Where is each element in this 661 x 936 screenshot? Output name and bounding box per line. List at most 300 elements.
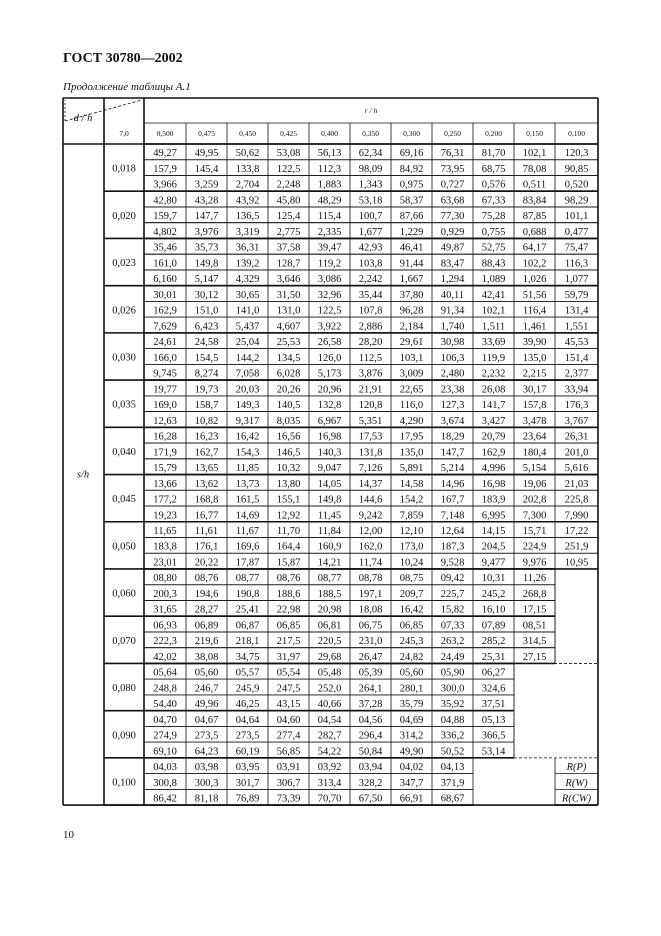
table-cell: 151,0: [194, 305, 219, 317]
table-cell: 16,98: [481, 478, 506, 490]
table-cell: 30,12: [194, 289, 219, 301]
table-cell: 2,232: [481, 368, 506, 380]
table-cell: 06,93: [153, 620, 177, 632]
table-cell: 64,23: [194, 746, 219, 758]
table-cell: 19,23: [153, 510, 177, 522]
table-cell: 15,87: [276, 557, 301, 569]
table-cell: 45,53: [564, 337, 589, 349]
table-cell: 66,91: [399, 793, 424, 805]
table-cell: 188,5: [317, 588, 342, 600]
table-cell: 24,82: [399, 651, 424, 663]
table-cell: 04,70: [153, 714, 177, 726]
table-cell: 135,0: [399, 447, 424, 459]
table-cell: 98,29: [564, 195, 589, 207]
table-cell: 08,78: [358, 573, 383, 585]
table-cell: 144,6: [358, 494, 383, 506]
table-cell: 14,21: [317, 557, 342, 569]
table-cell: 04,64: [235, 714, 260, 726]
corner-label: d / h: [73, 113, 93, 124]
table-cell: 08,80: [153, 573, 177, 585]
table-cell: 248,8: [153, 683, 177, 695]
table-cell: 282,7: [317, 730, 342, 742]
table-cell: 56,85: [276, 746, 301, 758]
table-cell: 67,33: [481, 195, 506, 207]
table-cell: 14,15: [481, 526, 506, 537]
group-label: 0,026: [112, 305, 136, 317]
table-cell: 3,674: [440, 415, 465, 427]
table-cell: 53,18: [358, 195, 383, 207]
table-cell: 98,09: [358, 163, 383, 175]
document-title: ГОСТ 30780—2002: [63, 51, 183, 66]
table-cell: 25,41: [235, 604, 260, 616]
table-cell: 2,215: [522, 368, 547, 380]
table-cell: 149,3: [235, 400, 260, 412]
table-cell: 04,67: [194, 714, 219, 726]
table-cell: 9,047: [317, 463, 342, 475]
table-cell: 29,68: [317, 651, 342, 663]
table-cell: 149,8: [317, 494, 342, 506]
legend-label: R(CW): [561, 793, 592, 805]
table-cell: 04,13: [440, 762, 465, 774]
table-cell: 136,5: [235, 211, 260, 223]
table-cell: 0,975: [399, 179, 424, 191]
table-cell: 147,7: [194, 211, 219, 223]
table-cell: 0,477: [564, 226, 589, 238]
table-cell: 35,73: [194, 242, 219, 254]
table-cell: 42,80: [153, 195, 177, 207]
table-cell: 31,97: [276, 651, 301, 663]
table-caption: Продолжение таблицы А.1: [63, 81, 191, 93]
table-cell: 187,3: [440, 541, 465, 553]
table-cell: 16,42: [235, 431, 260, 443]
table-cell: 119,9: [481, 352, 506, 364]
table-cell: 3,767: [564, 415, 589, 427]
table-cell: 219,6: [194, 636, 219, 648]
table-cell: 194,6: [194, 588, 219, 600]
table-cell: 151,4: [564, 352, 589, 364]
table-cell: 131,4: [564, 305, 589, 317]
table-cell: 22,65: [399, 384, 424, 396]
table-cell: 31,65: [153, 604, 177, 616]
table-cell: 7,859: [399, 510, 424, 522]
table-cell: 273,5: [194, 730, 219, 742]
table-cell: 43,28: [194, 195, 219, 207]
table-cell: 04,54: [317, 714, 342, 726]
table-cell: 106,3: [440, 352, 465, 364]
group-label: 0,018: [112, 163, 136, 175]
table-cell: 225,8: [564, 494, 589, 506]
table-cell: 16,10: [481, 604, 506, 616]
table-cell: 17,53: [358, 431, 383, 443]
table-cell: 190,8: [235, 588, 260, 600]
table-cell: 161,0: [153, 258, 177, 270]
table-cell: 9,477: [481, 557, 506, 569]
table-cell: 9,745: [153, 368, 177, 380]
table-cell: 103,8: [358, 258, 383, 270]
table-cell: 176,3: [564, 400, 589, 412]
table-cell: 32,96: [317, 289, 342, 301]
table-cell: 102,1: [522, 148, 547, 160]
table-cell: 112,3: [317, 163, 342, 175]
table-cell: 224,9: [522, 541, 547, 553]
table-cell: 11,61: [194, 526, 219, 537]
table-cell: 81,70: [481, 148, 506, 160]
table-cell: 103,1: [399, 352, 424, 364]
table-cell: 86,42: [153, 793, 177, 805]
table-cell: 324,6: [481, 683, 506, 695]
table-cell: 91,34: [440, 305, 465, 317]
column-header: 0,200: [485, 129, 502, 138]
group-label: 0,045: [112, 494, 136, 506]
table-cell: 07,89: [481, 620, 506, 632]
table-cell: 1,461: [522, 321, 547, 333]
table-cell: 0,755: [481, 226, 506, 238]
table-cell: 20,79: [481, 431, 506, 443]
legend-label: R(P): [566, 762, 587, 774]
table-cell: 1,883: [317, 179, 342, 191]
table-cell: 37,51: [481, 699, 506, 711]
table-cell: 133,8: [235, 163, 260, 175]
table-cell: 0,929: [440, 226, 465, 238]
table-cell: 112,5: [358, 352, 383, 364]
table-cell: 81,18: [194, 793, 219, 805]
table-cell: 24,58: [194, 337, 219, 349]
group-label: 0,040: [112, 446, 136, 458]
table-cell: 3,427: [481, 415, 506, 427]
table-cell: 1,667: [399, 274, 424, 286]
table-cell: 30,01: [153, 289, 177, 301]
table-cell: 155,1: [276, 494, 301, 506]
table-cell: 4,290: [399, 415, 424, 427]
table-cell: 29,61: [399, 337, 424, 349]
table-cell: 0,727: [440, 179, 465, 191]
table-cell: 16,56: [276, 431, 301, 443]
table-cell: 13,66: [153, 478, 177, 490]
table-cell: 53,14: [481, 746, 506, 758]
table-cell: 301,7: [235, 777, 260, 789]
table-cell: 0,520: [564, 179, 589, 191]
table-cell: 52,75: [481, 242, 506, 254]
table-cell: 2,377: [564, 368, 589, 380]
table-cell: 147,7: [440, 447, 465, 459]
table-cell: 274,9: [153, 730, 177, 742]
table-cell: 07,33: [440, 620, 465, 632]
table-cell: 14,69: [235, 510, 260, 522]
table-cell: 101,1: [564, 211, 589, 223]
table-cell: 6,028: [276, 368, 301, 380]
table-cell: 173,0: [399, 541, 424, 553]
table-cell: 13,80: [276, 478, 301, 490]
group-label: 0,030: [112, 352, 136, 364]
table-cell: 141,0: [235, 305, 260, 317]
table-cell: 11,74: [358, 557, 383, 569]
table-cell: 2,242: [358, 274, 383, 286]
table-cell: 371,9: [440, 777, 465, 789]
table-cell: 26,58: [317, 337, 342, 349]
table-cell: 18,08: [358, 604, 383, 616]
table-cell: 05,54: [276, 667, 301, 679]
table-cell: 25,04: [235, 337, 260, 349]
table-cell: 77,30: [440, 211, 465, 223]
table-cell: 197,1: [358, 588, 383, 600]
table-cell: 84,92: [399, 163, 424, 175]
table-cell: 54,40: [153, 699, 177, 711]
table-cell: 33,94: [564, 384, 589, 396]
table-cell: 58,37: [399, 195, 424, 207]
table-cell: 78,08: [522, 163, 547, 175]
table-cell: 08,77: [235, 573, 260, 585]
table-cell: 158,7: [194, 400, 219, 412]
table-cell: 28,27: [194, 604, 219, 616]
table-cell: 18,29: [440, 431, 465, 443]
table-cell: 04,69: [399, 714, 424, 726]
table-cell: 1,229: [399, 226, 424, 238]
table-cell: 273,5: [235, 730, 260, 742]
table-cell: 116,0: [399, 400, 424, 412]
table-cell: 1,343: [358, 179, 383, 191]
table-cell: 2,775: [276, 226, 301, 238]
table-cell: 05,60: [399, 667, 424, 679]
table-cell: 04,56: [358, 714, 383, 726]
group-label: 0,070: [112, 635, 136, 647]
table-cell: 160,9: [317, 541, 342, 553]
table-cell: 87,66: [399, 211, 424, 223]
table-cell: 56,13: [317, 148, 342, 160]
table-cell: 1,511: [481, 321, 506, 333]
table-cell: 9,528: [440, 557, 465, 569]
table-cell: 7,990: [564, 510, 589, 522]
table-cell: 91,44: [399, 258, 424, 270]
table-cell: 140,3: [317, 447, 342, 459]
table-cell: 3,646: [276, 274, 301, 286]
table-cell: 17,95: [399, 431, 424, 443]
group-header: r / h: [364, 106, 378, 115]
table-cell: 201,0: [564, 447, 589, 459]
column-header: 0,500: [156, 129, 174, 138]
table-cell: 314,5: [522, 636, 547, 648]
table-cell: 21,91: [358, 384, 383, 396]
table-cell: 39,90: [522, 337, 547, 349]
table-cell: 4,802: [153, 226, 177, 238]
table-cell: 157,9: [153, 163, 177, 175]
table-cell: 22,98: [276, 604, 301, 616]
table-cell: 8,035: [276, 415, 301, 427]
table-cell: 6,995: [481, 510, 506, 522]
table-cell: 23,38: [440, 384, 465, 396]
table-cell: 04,03: [153, 762, 177, 774]
table-cell: 3,319: [235, 226, 260, 238]
table-cell: 83,47: [440, 258, 465, 270]
table-cell: 12,00: [358, 526, 383, 537]
table-cell: 50,52: [440, 746, 465, 758]
table-cell: 0,576: [481, 179, 506, 191]
table-cell: 2,248: [276, 179, 301, 191]
table-cell: 15,79: [153, 463, 177, 475]
table-cell: 139,2: [235, 258, 260, 270]
table-cell: 33,69: [481, 337, 506, 349]
table-cell: 24,61: [153, 337, 177, 349]
table-cell: 60,19: [235, 746, 260, 758]
table-cell: 49,27: [153, 148, 177, 160]
table-cell: 135,0: [522, 352, 547, 364]
table-cell: 306,7: [276, 777, 301, 789]
table-cell: 49,95: [194, 148, 219, 160]
table-cell: 06,87: [235, 620, 260, 632]
table-cell: 76,89: [235, 793, 260, 805]
table-cell: 2,704: [235, 179, 260, 191]
table-cell: 26,08: [481, 384, 506, 396]
table-cell: 19,77: [153, 384, 177, 396]
table-cell: 49,87: [440, 242, 465, 254]
table-cell: 2,335: [317, 226, 342, 238]
table-cell: 14,58: [399, 478, 424, 490]
table-cell: 46,25: [235, 699, 260, 711]
column-header: 0,400: [321, 129, 338, 138]
table-cell: 17,22: [564, 526, 589, 537]
table-cell: 46,41: [399, 242, 424, 254]
column-header: 0,150: [526, 129, 543, 138]
table-cell: 251,9: [564, 541, 589, 553]
table-cell: 75,28: [481, 211, 506, 223]
table-cell: 209,7: [399, 588, 424, 600]
table-cell: 13,73: [235, 478, 260, 490]
table-cell: 04,60: [276, 714, 301, 726]
table-cell: 23,01: [153, 557, 177, 569]
table-cell: 6,160: [153, 274, 177, 286]
table-cell: 90,85: [564, 163, 589, 175]
table-cell: 23,64: [522, 431, 547, 443]
table-cell: 145,4: [194, 163, 219, 175]
table-cell: 54,22: [317, 746, 342, 758]
table-cell: 10,82: [194, 415, 219, 427]
table-cell: 43,15: [276, 699, 301, 711]
table-cell: 88,43: [481, 258, 506, 270]
table-cell: 134,5: [276, 352, 301, 364]
table-cell: 96,28: [399, 305, 424, 317]
table-cell: 03,92: [317, 762, 342, 774]
column-header: 0,450: [239, 129, 256, 138]
table-cell: 100,7: [358, 211, 383, 223]
table-cell: 5,147: [194, 274, 219, 286]
table-cell: 05,39: [358, 667, 383, 679]
table-cell: 70,70: [317, 793, 342, 805]
table-cell: 263,2: [440, 636, 465, 648]
table-cell: 180,4: [522, 447, 547, 459]
table-cell: 245,2: [481, 588, 506, 600]
table-cell: 26,47: [358, 651, 383, 663]
table-cell: 14,96: [440, 478, 465, 490]
table-cell: 328,2: [358, 777, 383, 789]
table-cell: 51,56: [522, 289, 547, 301]
table-cell: 1,077: [564, 274, 589, 286]
table-cell: 42,41: [481, 289, 506, 301]
table-cell: 83,84: [522, 195, 547, 207]
table-cell: 05,64: [153, 667, 177, 679]
table-cell: 146,5: [276, 447, 301, 459]
table-cell: 122,5: [317, 305, 342, 317]
table-cell: 2,886: [358, 321, 383, 333]
table-cell: 300,8: [153, 777, 177, 789]
table-cell: 03,91: [276, 762, 301, 774]
table-cell: 127,3: [440, 400, 465, 412]
column-header: 0,350: [362, 129, 379, 138]
table-cell: 7,126: [358, 463, 383, 475]
group-label: 0,080: [112, 683, 136, 695]
table-cell: 0,511: [522, 179, 547, 191]
table-cell: 5,214: [440, 463, 465, 475]
table-cell: 49,90: [399, 746, 424, 758]
table-cell: 3,086: [317, 274, 342, 286]
table-cell: 115,4: [317, 211, 342, 223]
table-cell: 40,66: [317, 699, 342, 711]
table-cell: 7,300: [522, 510, 547, 522]
table-cell: 09,42: [440, 573, 465, 585]
table-cell: 05,48: [317, 667, 342, 679]
table-cell: 102,1: [481, 305, 506, 317]
table-cell: 162,7: [194, 447, 219, 459]
table-cell: 20,03: [235, 384, 260, 396]
table-cell: 30,65: [235, 289, 260, 301]
table-cell: 7,058: [235, 368, 260, 380]
table-cell: 04,88: [440, 714, 465, 726]
table-cell: 45,80: [276, 195, 301, 207]
table-cell: 10,32: [276, 463, 301, 475]
table-cell: 314,2: [399, 730, 424, 742]
table-cell: 25,53: [276, 337, 301, 349]
table-cell: 6,967: [317, 415, 342, 427]
table-cell: 157,8: [522, 400, 547, 412]
table-cell: 12,10: [399, 526, 424, 537]
table-cell: 20,26: [276, 384, 301, 396]
table-cell: 285,2: [481, 636, 506, 648]
table-cell: 05,13: [481, 714, 506, 726]
table-cell: 245,3: [399, 636, 424, 648]
table-cell: 12,64: [440, 526, 465, 537]
table-cell: 06,75: [358, 620, 383, 632]
table-cell: 14,05: [317, 478, 342, 490]
group-label: 0,090: [112, 730, 136, 742]
table-cell: 5,616: [564, 463, 589, 475]
column-header: 0,250: [444, 129, 461, 138]
table-cell: 08,77: [317, 573, 342, 585]
table-cell: 154,5: [194, 352, 219, 364]
table-cell: 347,7: [399, 777, 424, 789]
table-cell: 50,62: [235, 148, 260, 160]
table-cell: 42,93: [358, 242, 383, 254]
table-cell: 1,026: [522, 274, 547, 286]
table-cell: 161,5: [235, 494, 260, 506]
table-cell: 40,11: [440, 289, 465, 301]
table-cell: 17,87: [235, 557, 260, 569]
table-cell: 6,423: [194, 321, 219, 333]
table-cell: 296,4: [358, 730, 383, 742]
table-cell: 2,480: [440, 368, 465, 380]
table-cell: 1,677: [358, 226, 383, 238]
column-header: 0,425: [280, 129, 297, 138]
table-cell: 231,0: [358, 636, 383, 648]
table-cell: 24,49: [440, 651, 465, 663]
table-cell: 06,89: [194, 620, 219, 632]
table-cell: 75,47: [564, 242, 589, 254]
table-cell: 16,23: [194, 431, 219, 443]
legend-label: R(W): [565, 777, 588, 789]
table-cell: 336,2: [440, 730, 465, 742]
table-cell: 38,08: [194, 651, 219, 663]
table-cell: 200,3: [153, 588, 177, 600]
table-cell: 16,42: [399, 604, 424, 616]
table-cell: 7,148: [440, 510, 465, 522]
table-cell: 05,60: [194, 667, 219, 679]
